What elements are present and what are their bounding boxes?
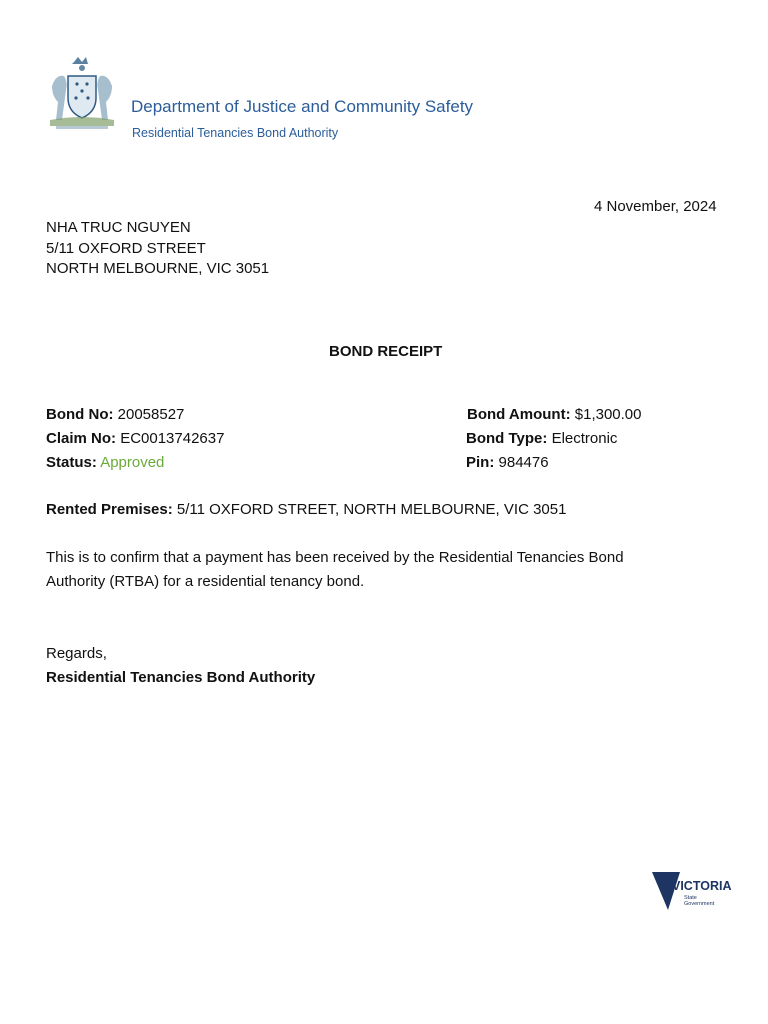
claim-number-value: EC0013742637	[120, 430, 225, 447]
bond-number-value: 20058527	[117, 406, 185, 423]
rented-premises-row	[46, 500, 566, 520]
rented-premises-label: Rented Premises:	[46, 501, 173, 518]
bond-type-label: Bond Type:	[466, 430, 548, 447]
coat-of-arms-icon	[46, 56, 118, 132]
letter-date: 4 November, 2024	[594, 198, 717, 215]
authority-subtitle: Residential Tenancies Bond Authority	[132, 126, 339, 140]
confirmation-text-line-2: Authority (RTBA) for a residential tenancy bond.	[46, 573, 365, 590]
pin-value: 984476	[498, 454, 549, 471]
victoria-government-text: Government	[684, 901, 715, 907]
pin-row	[466, 453, 549, 473]
victoria-state-text: State	[684, 895, 697, 901]
status-value: Approved	[100, 454, 165, 471]
status-label: Status:	[46, 454, 97, 471]
pin-label: Pin:	[466, 454, 495, 471]
confirmation-text-line-1: This is to confirm that a payment has been received by the Residential Tenancies Bond	[46, 549, 624, 566]
bond-type-value: Electronic	[551, 430, 618, 447]
bond-amount-row	[467, 405, 642, 425]
recipient-suburb: NORTH MELBOURNE, VIC 3051	[46, 260, 270, 277]
document-title: BOND RECEIPT	[329, 343, 443, 360]
bond-amount-label: Bond Amount:	[467, 406, 571, 423]
recipient-name: NHA TRUC NGUYEN	[46, 219, 191, 236]
closing-regards: Regards,	[46, 645, 107, 662]
bond-number-label: Bond No:	[46, 406, 114, 423]
department-title: Department of Justice and Community Safety	[131, 97, 474, 116]
bond-type-row	[466, 429, 617, 449]
claim-number-row	[46, 429, 224, 449]
claim-number-label: Claim No:	[46, 430, 117, 447]
victoria-logo	[650, 870, 730, 912]
bond-amount-value: $1,300.00	[574, 406, 642, 423]
status-row	[46, 453, 164, 473]
victoria-wordmark: VICTORIA	[672, 879, 732, 893]
bond-number-row	[46, 405, 184, 425]
rented-premises-value: 5/11 OXFORD STREET, NORTH MELBOURNE, VIC 3051	[176, 501, 567, 518]
closing-signoff: Residential Tenancies Bond Authority	[46, 669, 316, 686]
recipient-street: 5/11 OXFORD STREET	[46, 240, 206, 257]
